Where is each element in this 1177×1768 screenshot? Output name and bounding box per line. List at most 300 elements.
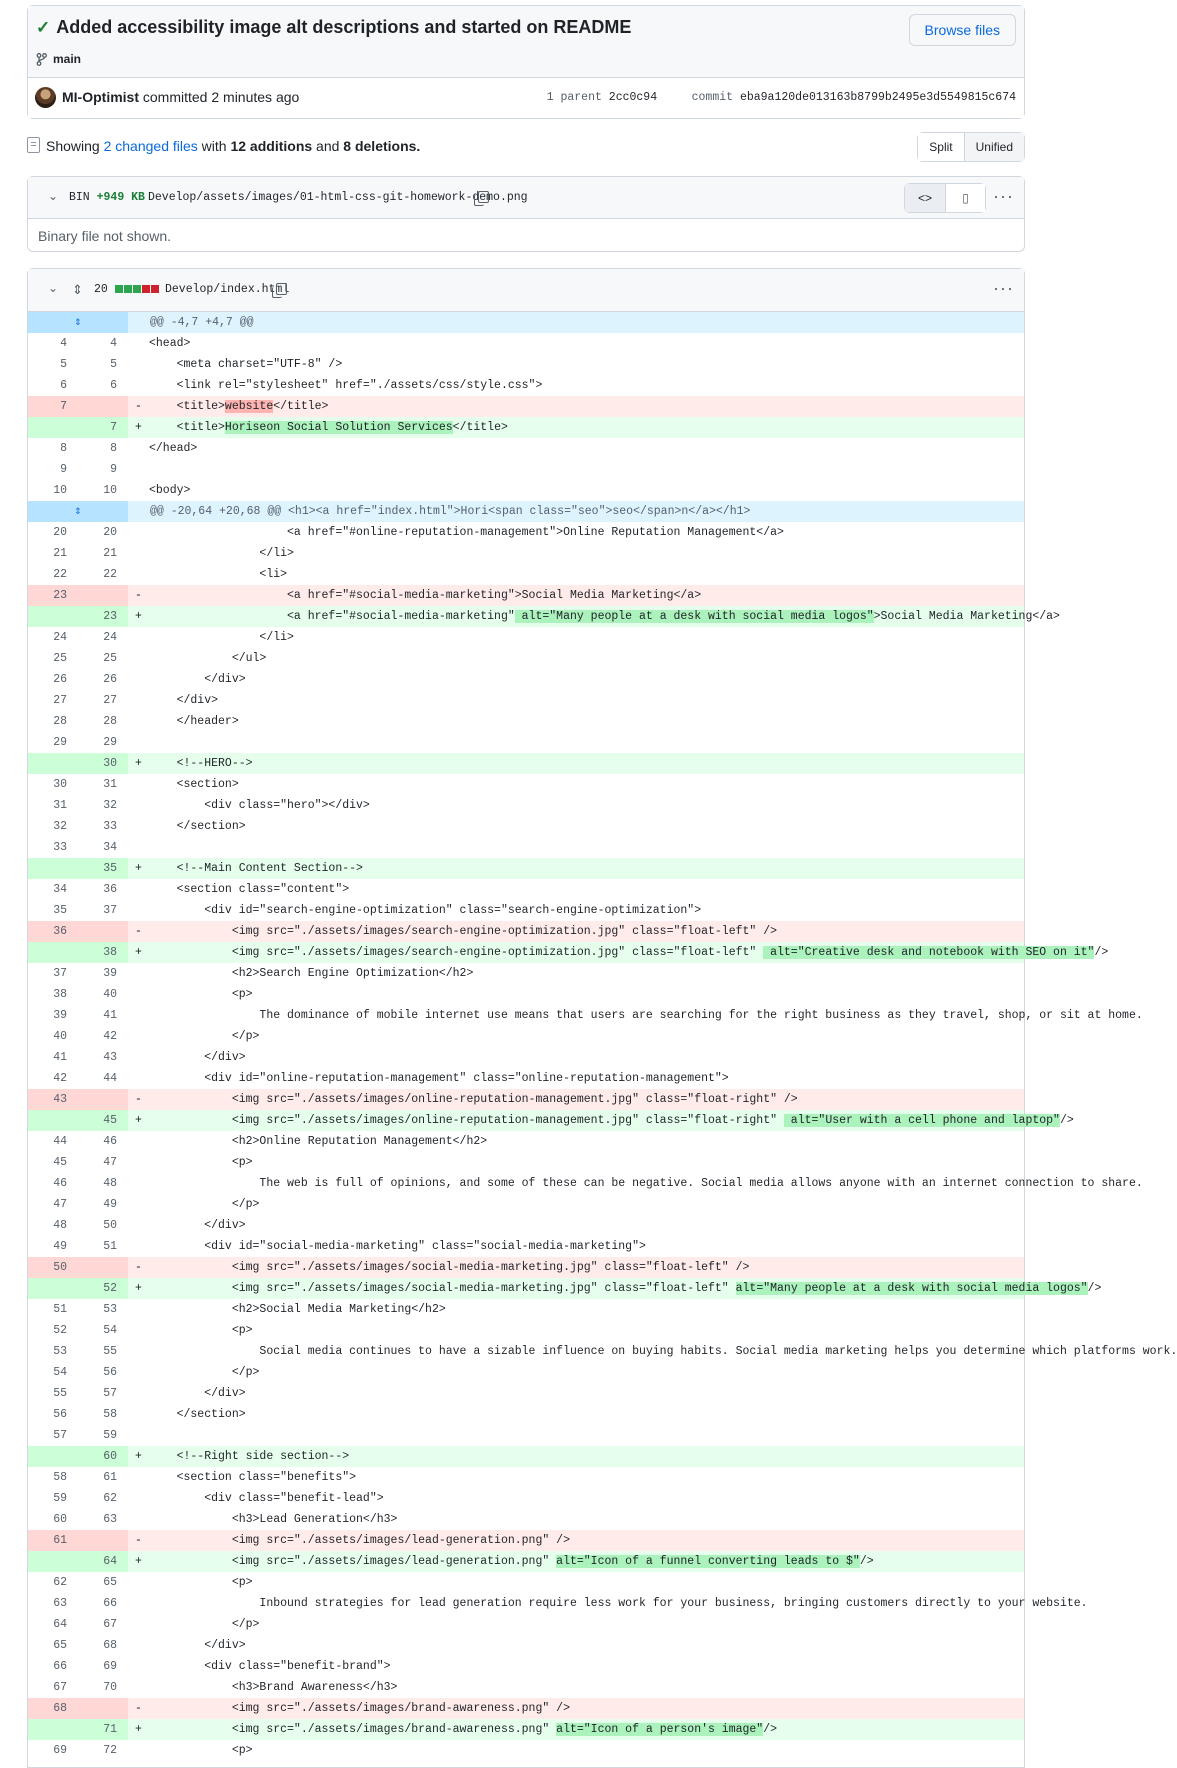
branch-name: main: [53, 52, 82, 66]
code-segment: <img src="./assets/images/social-media-marketing.jpg" class="float-left": [149, 1282, 736, 1295]
old-line-number[interactable]: 30: [53, 778, 67, 791]
diff-sign: -: [135, 400, 142, 413]
old-line-number[interactable]: 43: [28, 1089, 78, 1110]
new-line-number[interactable]: 66: [103, 1597, 117, 1610]
file-header: [28, 269, 1024, 312]
new-line-number[interactable]: 44: [103, 1072, 117, 1085]
diff-line: [28, 1152, 1024, 1173]
old-line-number[interactable]: 4: [60, 337, 67, 350]
old-line-number[interactable]: 63: [53, 1597, 67, 1610]
diff-sign: [128, 1047, 149, 1068]
old-line-number[interactable]: 45: [53, 1156, 67, 1169]
new-line-number[interactable]: 54: [103, 1324, 117, 1337]
old-line-number[interactable]: 25: [53, 652, 67, 665]
old-line-number[interactable]: 59: [53, 1492, 67, 1505]
diff-line: [28, 1572, 1024, 1593]
summary-with: with: [201, 138, 227, 154]
diff-line: [28, 1551, 1024, 1572]
new-line-number[interactable]: 36: [103, 883, 117, 896]
code-segment: />: [1087, 1282, 1102, 1295]
new-line-number[interactable]: 40: [103, 988, 117, 1001]
old-line-number[interactable]: 48: [53, 1219, 67, 1232]
diff-line: [28, 1698, 1024, 1719]
new-line-number[interactable]: 59: [103, 1429, 117, 1442]
old-line-number[interactable]: 10: [53, 484, 67, 497]
diff-line: [28, 417, 1024, 438]
code-text: [149, 459, 1024, 480]
new-line-number[interactable]: 41: [103, 1009, 117, 1022]
code-text: <img src="./assets/images/brand-awareness.png" />: [149, 1702, 570, 1715]
author-name[interactable]: MI-Optimist: [62, 89, 139, 105]
diff-line: [28, 711, 1024, 732]
old-line-number[interactable]: 46: [53, 1177, 67, 1190]
diff-line: [28, 1026, 1024, 1047]
new-line-number[interactable]: 29: [103, 736, 117, 749]
binary-badge: BIN +949 KB: [69, 191, 145, 204]
code-text: Inbound strategies for lead generation require less work for your business, bringing customers directly to your website.: [149, 1597, 1088, 1610]
old-line-number[interactable]: 39: [53, 1009, 67, 1022]
new-line-number[interactable]: [78, 396, 128, 417]
changed-segment: alt="Many people at a desk with social media logos": [735, 1282, 1088, 1295]
old-line-number[interactable]: 41: [53, 1051, 67, 1064]
copy-icon[interactable]: [276, 283, 287, 295]
diff-sign: [128, 1614, 149, 1635]
old-line-number[interactable]: [28, 417, 78, 438]
old-line-number[interactable]: 23: [28, 585, 78, 606]
diff-sign: [128, 1194, 149, 1215]
code-text: <div id="online-reputation-management" class="online-reputation-management">: [149, 1072, 729, 1085]
new-line-number[interactable]: 60: [78, 1446, 128, 1467]
old-line-number[interactable]: 24: [53, 631, 67, 644]
diff-sign: [128, 648, 149, 669]
old-line-number[interactable]: 69: [53, 1744, 67, 1757]
old-line-number[interactable]: 22: [53, 568, 67, 581]
code-text: <div class="benefit-lead">: [149, 1492, 384, 1505]
old-line-number[interactable]: 38: [53, 988, 67, 1001]
old-line-number[interactable]: 42: [53, 1072, 67, 1085]
diff-line: [28, 1740, 1024, 1761]
new-line-number[interactable]: 61: [103, 1471, 117, 1484]
old-line-number[interactable]: 66: [53, 1660, 67, 1673]
code-text: </li>: [149, 547, 294, 560]
diff-sign: [128, 1362, 149, 1383]
code-text: [149, 837, 1024, 858]
old-line-number[interactable]: 36: [28, 921, 78, 942]
diff-line: [28, 1047, 1024, 1068]
code-text: <section>: [149, 778, 239, 791]
code-view-icon[interactable]: <>: [905, 184, 945, 212]
code-text: [149, 1719, 1024, 1740]
old-line-number[interactable]: 68: [28, 1698, 78, 1719]
more-options-icon[interactable]: ···: [993, 278, 1014, 298]
new-line-number[interactable]: 58: [103, 1408, 117, 1421]
commit-title-text: Added accessibility image alt descriptions and started on README: [56, 17, 632, 37]
diffstat-block-del: [151, 285, 159, 293]
old-line-number[interactable]: [28, 858, 78, 879]
diff-line: [28, 879, 1024, 900]
code-text: <p>: [149, 1744, 253, 1757]
code-text: [149, 606, 1060, 627]
old-line-number[interactable]: 21: [53, 547, 67, 560]
browse-files-button[interactable]: Browse files: [909, 14, 1016, 46]
file-diff-index: [27, 268, 1177, 1768]
old-line-number[interactable]: 9: [60, 463, 67, 476]
new-line-number[interactable]: 25: [103, 652, 117, 665]
old-line-number[interactable]: [28, 1110, 78, 1131]
old-line-number[interactable]: 29: [53, 736, 67, 749]
expand-hunk-icon[interactable]: ⇕: [28, 312, 128, 333]
code-text: <h2>Search Engine Optimization</h2>: [149, 967, 474, 980]
diff-line: [28, 480, 1024, 501]
diff-line: [28, 795, 1024, 816]
old-line-number[interactable]: 6: [60, 379, 67, 392]
diff-line: [28, 438, 1024, 459]
diff-sign: [128, 1173, 149, 1194]
new-line-number[interactable]: 63: [103, 1513, 117, 1526]
new-line-number[interactable]: [78, 1257, 128, 1278]
new-line-number[interactable]: 70: [103, 1681, 117, 1694]
old-line-number[interactable]: 57: [53, 1429, 67, 1442]
old-line-number[interactable]: 61: [28, 1530, 78, 1551]
file-path[interactable]: Develop/assets/images/01-html-css-git-homework-demo.png: [148, 191, 528, 204]
new-line-number[interactable]: 64: [78, 1551, 128, 1572]
code-text: <div id="social-media-marketing" class="social-media-marketing">: [149, 1240, 646, 1253]
new-line-number[interactable]: [78, 921, 128, 942]
new-line-number[interactable]: 37: [103, 904, 117, 917]
code-text: <p>: [149, 1576, 253, 1589]
new-line-number[interactable]: 6: [110, 379, 117, 392]
diff-line: [28, 375, 1024, 396]
more-options-icon[interactable]: ···: [993, 186, 1014, 206]
old-line-number[interactable]: 20: [53, 526, 67, 539]
old-line-number[interactable]: 51: [53, 1303, 67, 1316]
new-line-number[interactable]: 24: [103, 631, 117, 644]
old-line-number[interactable]: 5: [60, 358, 67, 371]
new-line-number[interactable]: 5: [110, 358, 117, 371]
branch-label[interactable]: [36, 52, 81, 66]
old-line-number[interactable]: 56: [53, 1408, 67, 1421]
old-line-number[interactable]: 35: [53, 904, 67, 917]
old-line-number[interactable]: 67: [53, 1681, 67, 1694]
old-line-number[interactable]: [28, 606, 78, 627]
new-line-number[interactable]: 20: [103, 526, 117, 539]
diff-sign: [128, 732, 149, 753]
diff-sign: [128, 1299, 149, 1320]
new-line-number[interactable]: [78, 585, 128, 606]
changed-segment: alt="Icon of a funnel converting leads to $": [556, 1555, 860, 1568]
additions-count: 12 additions: [230, 138, 313, 154]
commit-title: [36, 17, 631, 38]
diff-line: [28, 1215, 1024, 1236]
old-line-number[interactable]: 55: [53, 1387, 67, 1400]
new-line-number[interactable]: 47: [103, 1156, 117, 1169]
code-text: </section>: [149, 1408, 246, 1421]
new-line-number[interactable]: 72: [103, 1744, 117, 1757]
old-line-number[interactable]: 65: [53, 1639, 67, 1652]
diff-sign: [128, 522, 149, 543]
diff-line: [28, 1530, 1024, 1551]
new-line-number[interactable]: 48: [103, 1177, 117, 1190]
diff-line: [28, 564, 1024, 585]
diff-line: [28, 459, 1024, 480]
diff-sign: [128, 1026, 149, 1047]
old-line-number[interactable]: [28, 1551, 78, 1572]
new-line-number[interactable]: 53: [103, 1303, 117, 1316]
diff-line: [28, 963, 1024, 984]
new-line-number[interactable]: 28: [103, 715, 117, 728]
new-line-number[interactable]: 34: [103, 841, 117, 854]
code-text: [149, 417, 1024, 438]
diff-sign: [128, 627, 149, 648]
new-line-number[interactable]: 22: [103, 568, 117, 581]
new-line-number[interactable]: [78, 1089, 128, 1110]
old-line-number[interactable]: [28, 1719, 78, 1740]
new-line-number[interactable]: 45: [78, 1110, 128, 1131]
old-line-number[interactable]: 33: [53, 841, 67, 854]
old-line-number[interactable]: 37: [53, 967, 67, 980]
code-text: </p>: [149, 1366, 260, 1379]
branch-icon: [36, 53, 47, 66]
old-line-number[interactable]: 54: [53, 1366, 67, 1379]
code-text: <!--Main Content Section-->: [149, 862, 363, 875]
file-view-icon[interactable]: ▯: [945, 184, 985, 212]
old-line-number[interactable]: [28, 1446, 78, 1467]
diff-summary: [27, 135, 1025, 161]
diff-sign: [128, 879, 149, 900]
code-text: <h2>Social Media Marketing</h2>: [149, 1303, 446, 1316]
old-line-number[interactable]: 32: [53, 820, 67, 833]
diff-line: [28, 1677, 1024, 1698]
copy-icon[interactable]: [478, 191, 489, 203]
diff-line: [28, 1257, 1024, 1278]
diff-line: [28, 774, 1024, 795]
diff-sign: +: [135, 1555, 142, 1568]
old-line-number[interactable]: [28, 942, 78, 963]
parent-hash-link[interactable]: 2cc0c94: [608, 91, 658, 104]
code-segment: <a href="#social-media-marketing": [149, 610, 515, 623]
code-text: <p>: [149, 1324, 253, 1337]
new-line-number[interactable]: 68: [103, 1639, 117, 1652]
diff-line: [28, 333, 1024, 354]
diff-sign: [128, 690, 149, 711]
diff-table: [28, 312, 1177, 1761]
diff-line: [28, 1656, 1024, 1677]
avatar[interactable]: [35, 87, 56, 108]
new-line-number[interactable]: 38: [78, 942, 128, 963]
code-text: <link rel="stylesheet" href="./assets/css/style.css">: [149, 379, 543, 392]
diff-line: [28, 627, 1024, 648]
new-line-number[interactable]: 7: [78, 417, 128, 438]
new-line-number[interactable]: 33: [103, 820, 117, 833]
old-line-number[interactable]: 58: [53, 1471, 67, 1484]
diff-sign: [128, 1383, 149, 1404]
diff-sign: [128, 1488, 149, 1509]
new-line-number[interactable]: 55: [103, 1345, 117, 1358]
old-line-number[interactable]: 7: [28, 396, 78, 417]
new-line-number[interactable]: 56: [103, 1366, 117, 1379]
new-line-number[interactable]: 46: [103, 1135, 117, 1148]
old-line-number[interactable]: 8: [60, 442, 67, 455]
old-line-number[interactable]: 47: [53, 1198, 67, 1211]
new-line-number[interactable]: 42: [103, 1030, 117, 1043]
commit-time: committed 2 minutes ago: [142, 89, 300, 105]
diff-line: [28, 858, 1024, 879]
diff-sign: [128, 1740, 149, 1761]
old-line-number[interactable]: 62: [53, 1576, 67, 1589]
new-line-number[interactable]: 62: [103, 1492, 117, 1505]
old-line-number[interactable]: [28, 753, 78, 774]
new-line-number[interactable]: 69: [103, 1660, 117, 1673]
hunk-header: [28, 312, 1024, 333]
file-view-toggle: [904, 183, 986, 213]
file-diff-icon: [27, 137, 40, 153]
code-text: <h3>Lead Generation</h3>: [149, 1513, 398, 1526]
new-line-number[interactable]: [78, 1698, 128, 1719]
code-text: </p>: [149, 1618, 260, 1631]
diff-line: [28, 1446, 1024, 1467]
new-line-number[interactable]: 30: [78, 753, 128, 774]
code-text: <img src="./assets/images/lead-generation.png" />: [149, 1534, 570, 1547]
diff-sign: [128, 1635, 149, 1656]
new-line-number[interactable]: 8: [110, 442, 117, 455]
code-text: <!--HERO-->: [149, 757, 253, 770]
diff-line: [28, 669, 1024, 690]
changed-segment: alt="Icon of a person's image": [556, 1723, 764, 1736]
diff-sign: [128, 1068, 149, 1089]
new-line-number[interactable]: [78, 1530, 128, 1551]
changed-files-link[interactable]: 2 changed files: [103, 138, 198, 154]
diff-sign: [128, 543, 149, 564]
code-text: <div class="hero"></div>: [149, 799, 370, 812]
old-line-number[interactable]: 52: [53, 1324, 67, 1337]
diffstat-bar: [115, 285, 159, 293]
diff-line: [28, 396, 1024, 417]
old-line-number[interactable]: 26: [53, 673, 67, 686]
code-text: [149, 1110, 1074, 1131]
summary-and: and: [316, 138, 340, 154]
old-line-number[interactable]: 50: [28, 1257, 78, 1278]
commit-hash: eba9a120de013163b8799b2495e3d5549815c674: [739, 91, 1016, 104]
diff-sign: +: [135, 610, 142, 623]
code-text: <div id="search-engine-optimization" class="search-engine-optimization">: [149, 904, 702, 917]
expand-hunk-icon[interactable]: ⇕: [28, 501, 128, 522]
old-line-number[interactable]: 31: [53, 799, 67, 812]
new-line-number[interactable]: 50: [103, 1219, 117, 1232]
new-line-number[interactable]: 39: [103, 967, 117, 980]
diff-line: [28, 522, 1024, 543]
old-line-number[interactable]: 49: [53, 1240, 67, 1253]
hunk-header: [28, 501, 1024, 522]
code-text: </ul>: [149, 652, 267, 665]
code-text: </p>: [149, 1198, 260, 1211]
chevron-down-icon[interactable]: ⌄: [48, 189, 59, 203]
old-line-number[interactable]: 27: [53, 694, 67, 707]
new-line-number[interactable]: 21: [103, 547, 117, 560]
diff-line: [28, 1425, 1024, 1446]
code-text: </header>: [149, 715, 239, 728]
code-text: <img src="./assets/images/online-reputation-management.jpg" class="float-right" />: [149, 1093, 798, 1106]
code-text: <div class="benefit-brand">: [149, 1660, 391, 1673]
old-line-number[interactable]: [28, 1278, 78, 1299]
code-text: </div>: [149, 1051, 246, 1064]
old-line-number[interactable]: 64: [53, 1618, 67, 1631]
old-line-number[interactable]: 40: [53, 1030, 67, 1043]
expand-all-icon[interactable]: ⇕: [72, 282, 83, 297]
new-line-number[interactable]: 31: [103, 778, 117, 791]
code-text: <head>: [149, 337, 191, 350]
diff-sign: [128, 375, 149, 396]
commit-author: [62, 89, 299, 105]
code-segment: />: [1059, 1114, 1074, 1127]
deletions-count: 8 deletions.: [343, 138, 421, 154]
code-text: [149, 1278, 1101, 1299]
old-line-number[interactable]: 60: [53, 1513, 67, 1526]
code-segment: >Social Media Marketing</a>: [873, 610, 1060, 623]
code-text: </section>: [149, 820, 246, 833]
diff-sign: +: [135, 421, 142, 434]
summary-text: [46, 138, 420, 154]
new-line-number[interactable]: 10: [103, 484, 117, 497]
commit-label: commit: [691, 91, 734, 104]
code-text: </div>: [149, 1219, 246, 1232]
diff-line: [28, 1614, 1024, 1635]
new-line-number[interactable]: 51: [103, 1240, 117, 1253]
diff-sign: [128, 459, 149, 480]
code-text: <img src="./assets/images/search-engine-optimization.jpg" class="float-left" />: [149, 925, 778, 938]
old-line-number[interactable]: 53: [53, 1345, 67, 1358]
diff-sign: -: [135, 925, 142, 938]
commit-title-bar: [28, 6, 1024, 78]
diff-sign: [128, 1005, 149, 1026]
diff-line: [28, 1635, 1024, 1656]
new-line-number[interactable]: 65: [103, 1576, 117, 1589]
code-text: </div>: [149, 1639, 246, 1652]
diff-line: [28, 816, 1024, 837]
diff-sign: [128, 480, 149, 501]
diff-sign: [128, 1215, 149, 1236]
new-line-number[interactable]: 4: [110, 337, 117, 350]
new-line-number[interactable]: 52: [78, 1278, 128, 1299]
old-line-number[interactable]: 34: [53, 883, 67, 896]
code-segment: </title>: [452, 421, 508, 434]
old-line-number[interactable]: 28: [53, 715, 67, 728]
code-text: <a href="#social-media-marketing">Social Media Marketing</a>: [149, 589, 702, 602]
new-line-number[interactable]: 43: [103, 1051, 117, 1064]
new-line-number[interactable]: 32: [103, 799, 117, 812]
diffstat-block-add: [124, 285, 132, 293]
new-line-number[interactable]: 35: [78, 858, 128, 879]
new-line-number[interactable]: 27: [103, 694, 117, 707]
diff-sign: -: [135, 1093, 142, 1106]
new-line-number[interactable]: 71: [78, 1719, 128, 1740]
new-line-number[interactable]: 26: [103, 673, 117, 686]
diff-sign: [128, 1467, 149, 1488]
chevron-down-icon[interactable]: ⌄: [48, 281, 59, 295]
new-line-number[interactable]: 23: [78, 606, 128, 627]
split-button[interactable]: Split: [918, 133, 963, 161]
new-line-number[interactable]: 49: [103, 1198, 117, 1211]
new-line-number[interactable]: 57: [103, 1387, 117, 1400]
old-line-number[interactable]: 44: [53, 1135, 67, 1148]
file-path[interactable]: Develop/index.html: [165, 283, 290, 296]
diff-sign: +: [135, 946, 142, 959]
code-segment: <title>: [149, 400, 225, 413]
unified-button[interactable]: Unified: [964, 133, 1024, 161]
new-line-number[interactable]: 9: [110, 463, 117, 476]
new-line-number[interactable]: 67: [103, 1618, 117, 1631]
diff-sign: +: [135, 757, 142, 770]
code-text: <section class="content">: [149, 883, 350, 896]
